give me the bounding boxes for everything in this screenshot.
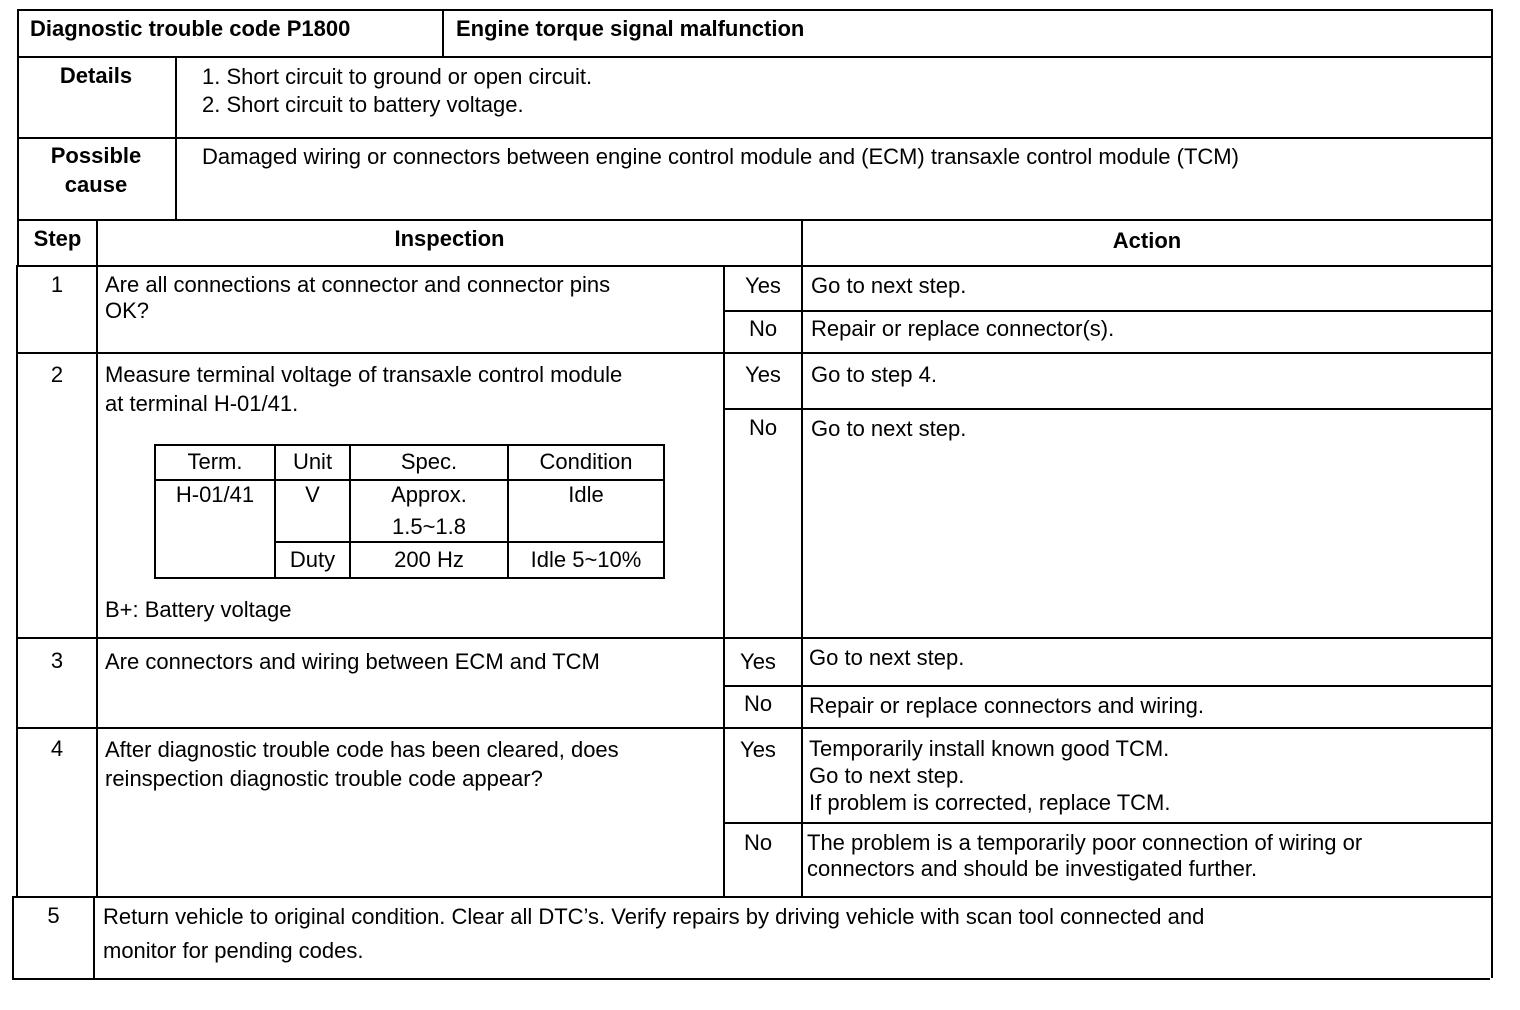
action-text: The problem is a temporarily poor connection of wiring or (807, 830, 1363, 855)
spec-header-term: Term. (187, 449, 243, 474)
step-number: 1 (50, 272, 64, 297)
rule (175, 56, 177, 219)
inspection-text: Return vehicle to original condition. Clear all DTC’s. Verify repairs by driving vehicle with scan tool connected and (103, 904, 1205, 929)
yes-label: Yes (745, 362, 781, 387)
action-text: Temporarily install known good TCM. (809, 736, 1170, 761)
yes-label: Yes (745, 273, 781, 298)
rule (93, 896, 95, 980)
rule (17, 56, 1493, 58)
details-item: 1. Short circuit to ground or open circuit. (202, 64, 593, 89)
rule (16, 265, 18, 896)
possible-cause-label: Possible (50, 143, 142, 168)
no-label: No (743, 830, 773, 855)
action-text: Repair or replace connectors and wiring. (809, 693, 1204, 718)
rule (723, 310, 1491, 312)
rule (96, 219, 98, 896)
rule (154, 444, 665, 446)
rule (442, 9, 444, 56)
column-header-inspection: Inspection (394, 226, 505, 251)
spec-term: H-01/41 (175, 482, 255, 507)
spec-header-condition: Condition (539, 449, 633, 474)
rule (17, 637, 1493, 639)
spec-header-spec: Spec. (400, 449, 458, 474)
rule (17, 352, 1493, 354)
step-number: 4 (50, 736, 64, 761)
rule (154, 577, 665, 579)
rule (17, 137, 1493, 139)
no-label: No (743, 691, 773, 716)
spec-value: 1.5~1.8 (391, 514, 466, 539)
rule (723, 685, 1491, 687)
action-text: Go to next step. (811, 416, 967, 441)
spec-value: Approx. (391, 482, 467, 507)
details-item: 2. Short circuit to battery voltage. (202, 92, 524, 117)
yes-label: Yes (740, 737, 776, 762)
spec-value: 200 Hz (394, 547, 464, 572)
rule (17, 265, 1493, 267)
rule (723, 408, 1491, 410)
spec-header-unit: Unit (292, 449, 333, 474)
inspection-text: After diagnostic trouble code has been cleared, does (105, 737, 619, 762)
rule (17, 219, 1493, 221)
action-text: Repair or replace connector(s). (811, 316, 1115, 341)
battery-note: B+: Battery voltage (105, 597, 292, 622)
details-label: Details (59, 63, 133, 88)
action-text: Go to next step. (811, 273, 967, 298)
step-number: 3 (50, 648, 64, 673)
no-label: No (748, 316, 778, 341)
action-text: Go to step 4. (811, 362, 937, 387)
spec-condition: Idle 5~10% (530, 547, 642, 572)
rule (274, 541, 665, 543)
dtc-code-label: Diagnostic trouble code P1800 (30, 16, 351, 41)
rule (17, 727, 1493, 729)
rule (723, 265, 725, 896)
inspection-text: Measure terminal voltage of transaxle control module (105, 362, 623, 387)
action-text: connectors and should be investigated further. (807, 856, 1258, 881)
spec-unit: V (305, 482, 320, 507)
rule (801, 219, 803, 896)
dtc-title: Engine torque signal malfunction (456, 16, 805, 41)
rule (663, 444, 665, 579)
no-label: No (748, 415, 778, 440)
column-header-action: Action (1112, 228, 1182, 253)
step-number: 2 (50, 362, 64, 387)
inspection-text: OK? (105, 298, 150, 323)
action-text: Go to next step. (809, 645, 965, 670)
action-text: If problem is corrected, replace TCM. (809, 790, 1171, 815)
possible-cause-text: Damaged wiring or connectors between engine control module and (ECM) transaxle control module (TCM) (202, 144, 1239, 169)
yes-label: Yes (740, 649, 776, 674)
spec-unit: Duty (289, 547, 336, 572)
column-header-step: Step (33, 226, 82, 251)
possible-cause-label: cause (64, 172, 128, 197)
step-number: 5 (47, 903, 60, 928)
inspection-text: at terminal H-01/41. (105, 391, 299, 416)
rule (723, 822, 1491, 824)
action-text: Go to next step. (809, 763, 965, 788)
inspection-text: Are connectors and wiring between ECM and TCM (105, 649, 600, 674)
inspection-text: Are all connections at connector and connector pins (105, 272, 611, 297)
rule (17, 9, 1493, 11)
spec-condition: Idle (568, 482, 604, 507)
rule (1491, 9, 1493, 978)
rule (12, 978, 1490, 980)
spec-table (154, 444, 665, 579)
inspection-text: reinspection diagnostic trouble code appear? (105, 766, 543, 791)
inspection-text: monitor for pending codes. (103, 938, 364, 963)
rule (14, 896, 1493, 898)
